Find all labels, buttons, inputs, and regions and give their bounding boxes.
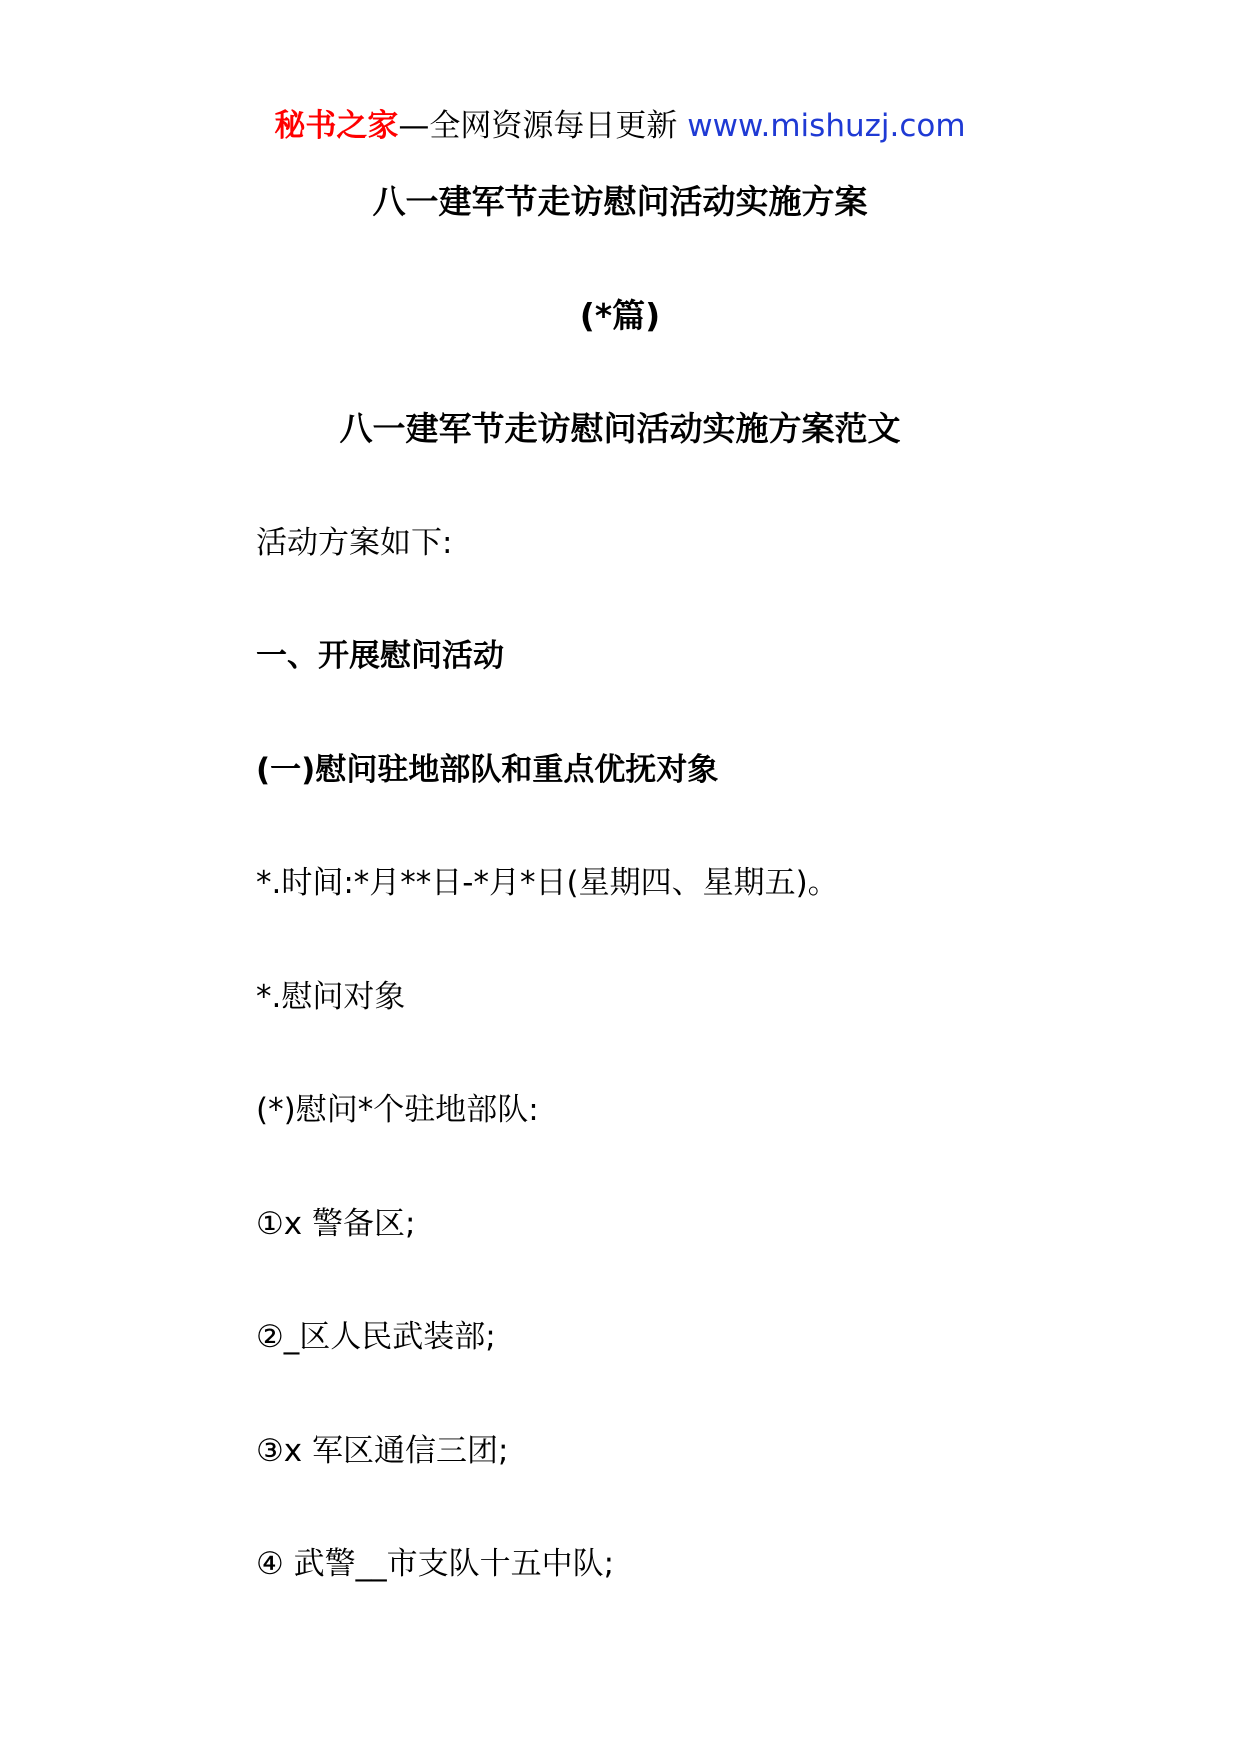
- section-heading: 一、开展慰问活动: [256, 638, 504, 674]
- paragraph: *.时间:*月**日-*月*日(星期四、星期五)。: [256, 865, 839, 901]
- header-tagline: —全网资源每日更新: [398, 108, 678, 144]
- paragraph: (*)慰问*个驻地部队:: [256, 1092, 539, 1128]
- list-item: ①x 警备区;: [256, 1206, 416, 1242]
- document-heading: 八一建军节走访慰问活动实施方案范文: [339, 409, 901, 448]
- list-item: ④ 武警__市支队十五中队;: [256, 1546, 615, 1582]
- list-item: ③x 军区通信三团;: [256, 1433, 509, 1469]
- document-subtitle: (*篇): [579, 296, 661, 335]
- site-url-link[interactable]: www.mishuzj.com: [687, 108, 966, 144]
- brand-name: 秘书之家: [274, 108, 399, 144]
- paragraph: 活动方案如下:: [256, 525, 453, 561]
- paragraph: *.慰问对象: [256, 979, 406, 1015]
- subsection-heading: (一)慰问驻地部队和重点优抚对象: [256, 752, 719, 788]
- list-item: ②_区人民武装部;: [256, 1319, 496, 1355]
- site-header: [0, 100, 1240, 145]
- document-title: 八一建军节走访慰问活动实施方案: [372, 182, 868, 221]
